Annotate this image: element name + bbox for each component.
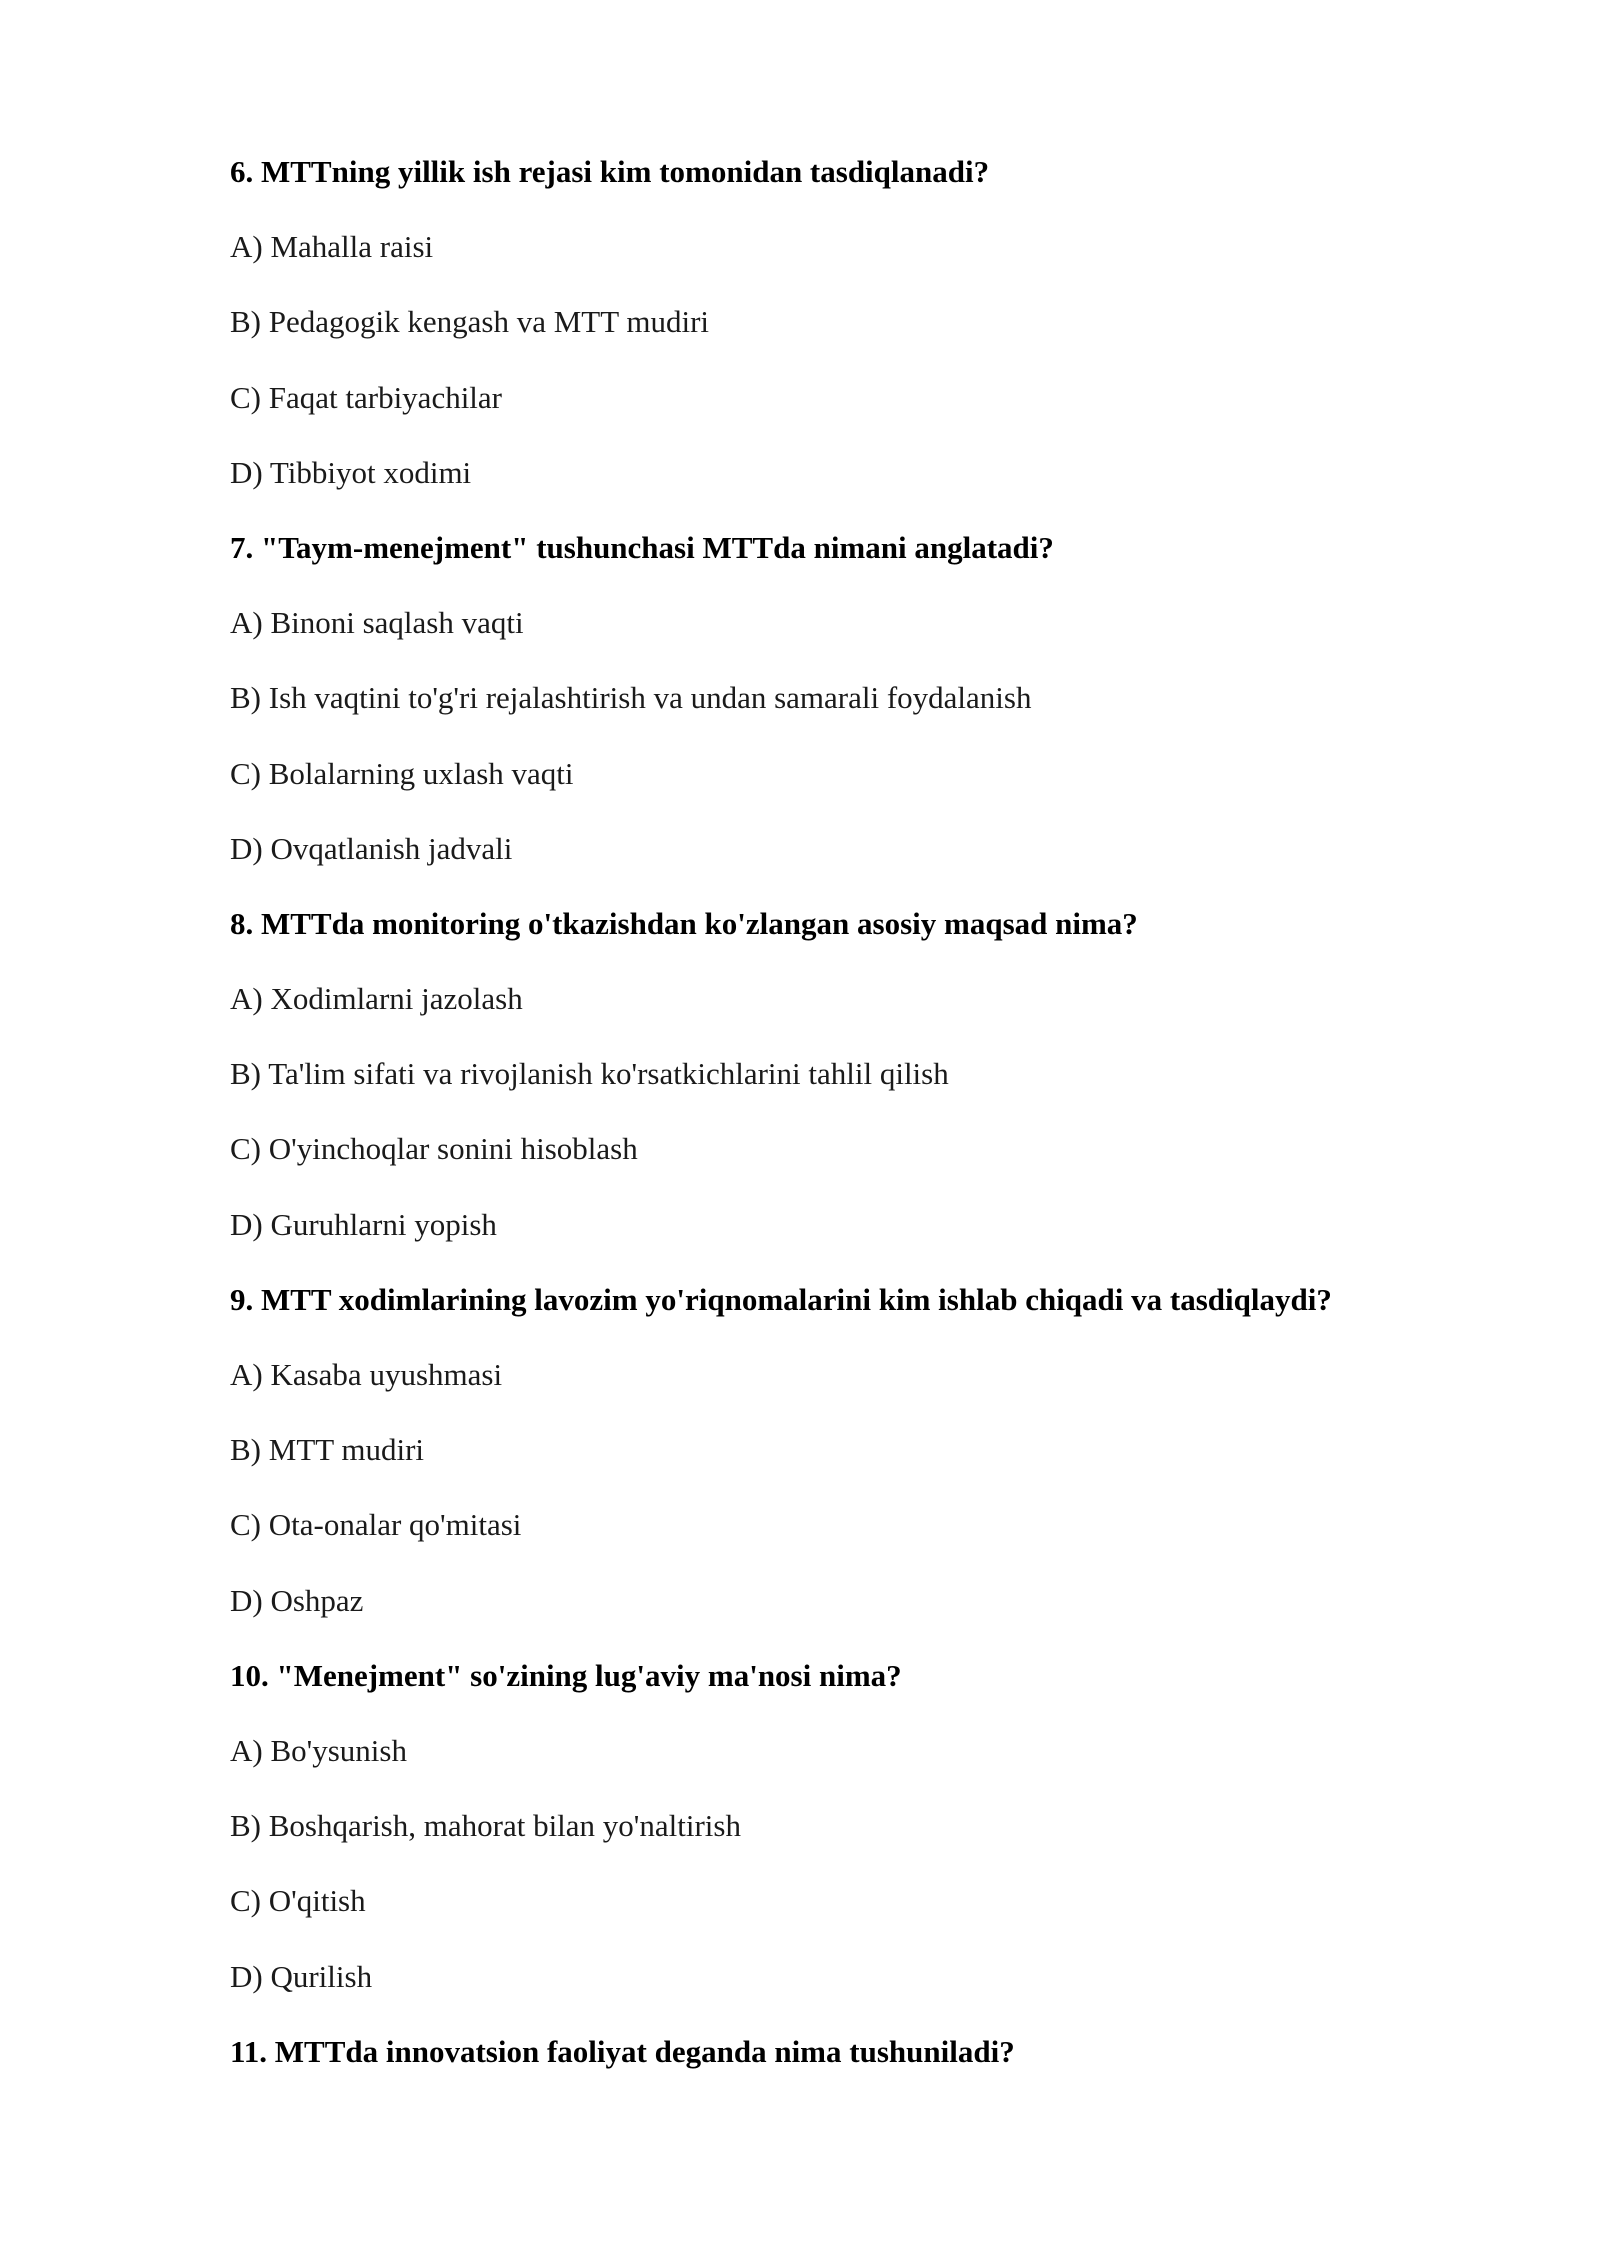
- question-7-option-a: A) Binoni saqlash vaqti: [230, 605, 524, 641]
- question-6-option-d: D) Tibbiyot xodimi: [230, 454, 472, 490]
- question-7-option-b: B) Ish vaqtini to'g'ri rejalashtirish va undan samarali foydalanish: [230, 680, 1032, 716]
- question-10-option-d: D) Qurilish: [230, 1958, 373, 1994]
- question-6-option-c: C) Faqat tarbiyachilar: [230, 379, 503, 415]
- question-8-text: 8. MTTda monitoring o'tkazishdan ko'zlangan asosiy maqsad nima?: [230, 905, 1138, 941]
- question-7-text: 7. "Taym-menejment" tushunchasi MTTda nimani anglatadi?: [230, 529, 1054, 565]
- question-9-text: 9. MTT xodimlarining lavozim yo'riqnomalarini kim ishlab chiqadi va tasdiqlaydi?: [230, 1281, 1332, 1317]
- question-9-option-d: D) Oshpaz: [230, 1582, 364, 1618]
- question-9-option-c: C) Ota-onalar qo'mitasi: [230, 1507, 522, 1543]
- question-8-option-d: D) Guruhlarni yopish: [230, 1206, 497, 1242]
- question-10-text: 10. "Menejment" so'zining lug'aviy ma'nosi nima?: [230, 1657, 902, 1693]
- question-8-option-b: B) Ta'lim sifati va rivojlanish ko'rsatkichlarini tahlil qilish: [230, 1056, 949, 1092]
- question-11-text: 11. MTTda innovatsion faoliyat deganda nima tushuniladi?: [230, 2033, 1015, 2069]
- quiz-content: [230, 146, 1430, 2101]
- question-6-option-b: B) Pedagogik kengash va MTT mudiri: [230, 304, 710, 340]
- question-8-option-a: A) Xodimlarni jazolash: [230, 981, 523, 1017]
- question-7-option-d: D) Ovqatlanish jadvali: [230, 830, 513, 866]
- question-9-option-a: A) Kasaba uyushmasi: [230, 1357, 503, 1392]
- question-10-option-b: B) Boshqarish, mahorat bilan yo'naltirish: [230, 1808, 741, 1844]
- question-7-option-c: C) Bolalarning uxlash vaqti: [230, 755, 574, 791]
- question-6-text: 6. MTTning yillik ish rejasi kim tomonidan tasdiqlanadi?: [230, 154, 990, 189]
- question-9-option-b: B) MTT mudiri: [230, 1432, 425, 1468]
- question-10-option-c: C) O'qitish: [230, 1883, 366, 1919]
- question-6-option-a: A) Mahalla raisi: [230, 229, 434, 265]
- question-8-option-c: C) O'yinchoqlar sonini hisoblash: [230, 1131, 638, 1167]
- question-10-option-a: A) Bo'ysunish: [230, 1732, 407, 1768]
